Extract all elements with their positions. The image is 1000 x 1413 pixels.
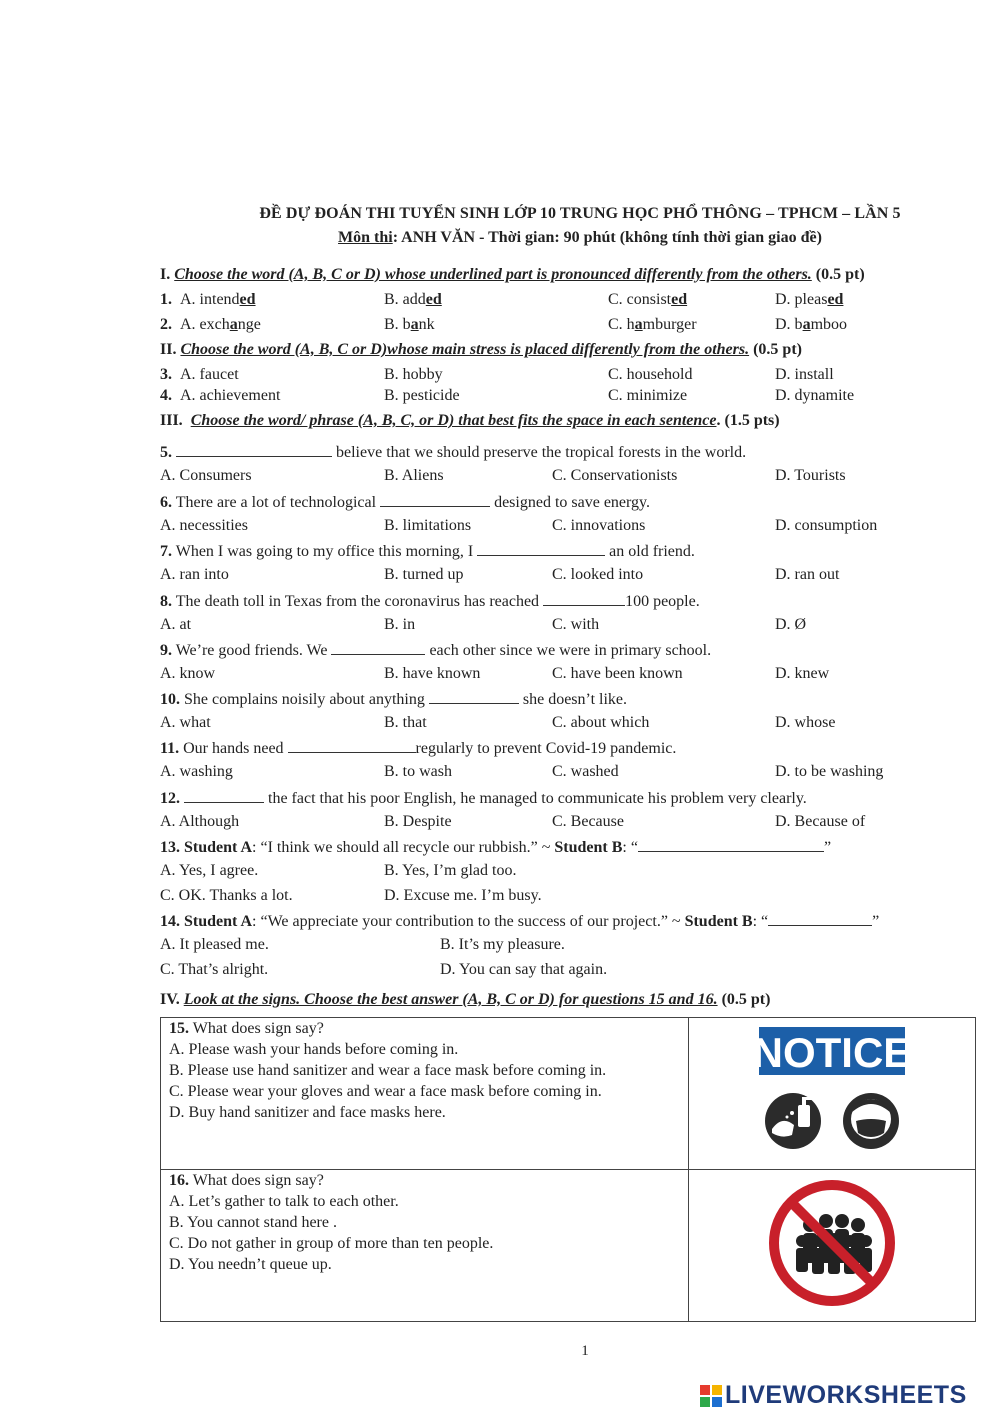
q9-option-b[interactable]: B. have known: [384, 665, 481, 682]
q3-option-c[interactable]: C. household: [608, 366, 693, 383]
q9-option-d[interactable]: D. knew: [775, 665, 830, 682]
q7-option-c[interactable]: C. looked into: [552, 566, 644, 583]
q5-option-b[interactable]: B. Aliens: [384, 467, 444, 484]
q3-option-d[interactable]: D. install: [775, 366, 834, 383]
q6-option-b[interactable]: B. limitations: [384, 517, 472, 534]
exam-subtitle: [160, 229, 1000, 247]
q8-option-b[interactable]: B. in: [384, 616, 416, 633]
q9-option-c[interactable]: C. have been known: [552, 665, 683, 682]
question-4: 4.: [160, 387, 172, 404]
q13-option-b[interactable]: B. Yes, I’m glad too.: [384, 862, 517, 879]
q7-option-b[interactable]: B. turned up: [384, 566, 464, 583]
q5-answer-blank[interactable]: [176, 442, 332, 457]
q11-option-d[interactable]: D. to be washing: [775, 763, 884, 780]
q13-option-d[interactable]: D. Excuse me. I’m busy.: [384, 887, 542, 904]
q6-option-a[interactable]: A. necessities: [160, 517, 248, 534]
q12-option-a[interactable]: A. Although: [160, 813, 240, 830]
q5-option-a[interactable]: A. Consumers: [160, 467, 252, 484]
q10-option-b[interactable]: B. that: [384, 714, 427, 731]
q12-option-d[interactable]: D. Because of: [775, 813, 866, 830]
q11-option-a[interactable]: A. washing: [160, 763, 233, 780]
q7-option-a[interactable]: A. ran into: [160, 566, 229, 583]
q14-option-d[interactable]: D. You can say that again.: [440, 961, 608, 978]
prohibition-icon: [774, 1185, 890, 1301]
q16-option-c[interactable]: C. Do not gather in group of more than ten people.: [169, 1235, 494, 1252]
no-gathering-sign-cell: [688, 1170, 975, 1322]
question-2: 2.: [160, 316, 172, 333]
question-14: 14. Student A: “We appreciate your contribution to the success of our project.” ~ Student B: “ ”: [160, 913, 880, 930]
q12-option-c[interactable]: C. Because: [552, 813, 624, 830]
q16-option-a[interactable]: A. Let’s gather to talk to each other.: [169, 1193, 399, 1210]
q4-option-a[interactable]: A. achievement: [180, 387, 281, 404]
question-7: 7. When I was going to my office this morning, I an old friend.: [160, 543, 695, 560]
question-13: 13. Student A: “I think we should all recycle our rubbish.” ~ Student B: “ ”: [160, 839, 832, 856]
face-mask-icon: [843, 1093, 899, 1149]
q9-option-a[interactable]: A. know: [160, 665, 216, 682]
q5-option-c[interactable]: C. Conservationists: [552, 467, 678, 484]
page-number: 1: [581, 1343, 589, 1359]
question-6: 6. There are a lot of technological designed to save energy.: [160, 494, 651, 511]
q8-option-d[interactable]: D. Ø: [775, 616, 807, 633]
question-8: 8. The death toll in Texas from the coronavirus has reached 100 people.: [160, 593, 700, 610]
section-4-heading: IV. Look at the signs. Choose the best answer (A, B, C or D) for questions 15 and 16. (0.5 pt): [160, 991, 771, 1008]
signs-table: [160, 1017, 976, 1322]
q16-option-b[interactable]: B. You cannot stand here .: [169, 1214, 337, 1231]
q14-option-c[interactable]: C. That’s alright.: [160, 961, 269, 978]
notice-sign-cell: [688, 1018, 975, 1170]
notice-sign: [732, 1021, 932, 1161]
q7-answer-blank[interactable]: [477, 541, 605, 556]
q13-option-c[interactable]: C. OK. Thanks a lot.: [160, 887, 293, 904]
q3-option-b[interactable]: B. hobby: [384, 366, 443, 383]
q15-option-c[interactable]: C. Please wear your gloves and wear a face mask before coming in.: [169, 1083, 602, 1100]
section-1-heading: I. Choose the word (A, B, C or D) whose underlined part is pronounced differently from the others. (0.5 pt): [160, 266, 865, 283]
q2-option-d[interactable]: D. bamboo: [775, 316, 848, 333]
exam-title: ĐỀ DỰ ĐOÁN THI TUYỂN SINH LỚP 10 TRUNG HỌC PHỔ THÔNG – TPHCM – LẦN 5: [259, 205, 901, 222]
q15-option-d[interactable]: D. Buy hand sanitizer and face masks here.: [169, 1104, 446, 1121]
q8-answer-blank[interactable]: [543, 591, 625, 606]
subject-label: Môn thi: [338, 229, 393, 246]
q11-option-c[interactable]: C. washed: [552, 763, 619, 780]
question-16-cell: [161, 1170, 689, 1322]
q15-option-b[interactable]: B. Please use hand sanitizer and wear a face mask before coming in.: [169, 1062, 607, 1079]
q6-answer-blank[interactable]: [380, 492, 490, 507]
section-3-heading: III. Choose the word/ phrase (A, B, C, or D) that best fits the space in each sentence. (1.5 pts): [160, 412, 780, 429]
question-9: 9. We’re good friends. We each other since we were in primary school.: [160, 642, 712, 659]
q11-option-b[interactable]: B. to wash: [384, 763, 452, 780]
question-16-stem: 16. What does sign say?: [169, 1172, 324, 1189]
q2-option-b[interactable]: B. bank: [384, 316, 435, 333]
brand-name: LIVEWORKSHEETS: [725, 1381, 967, 1409]
q1-option-a[interactable]: A. intended: [180, 291, 256, 308]
question-5: 5. believe that we should preserve the tropical forests in the world.: [160, 444, 747, 461]
question-15-cell: [161, 1018, 689, 1170]
q9-answer-blank[interactable]: [331, 640, 425, 655]
liveworksheets-logo: [700, 1381, 967, 1410]
q13-answer-blank[interactable]: [638, 837, 824, 852]
q10-option-a[interactable]: A. what: [160, 714, 211, 731]
q3-option-a[interactable]: A. faucet: [180, 366, 239, 383]
q14-option-a[interactable]: A. It pleased me.: [160, 936, 269, 953]
question-10: 10. She complains noisily about anything she doesn’t like.: [160, 691, 628, 708]
q1-option-b[interactable]: B. added: [384, 291, 442, 308]
q4-option-b[interactable]: B. pesticide: [384, 387, 460, 404]
q11-answer-blank[interactable]: [288, 738, 416, 753]
question-11: 11. Our hands need regularly to prevent Covid-19 pandemic.: [160, 740, 677, 757]
question-1: 1.: [160, 291, 172, 308]
question-3: 3.: [160, 366, 172, 383]
q8-option-c[interactable]: C. with: [552, 616, 600, 633]
question-12: 12. the fact that his poor English, he managed to communicate his problem very clearly.: [160, 790, 807, 807]
no-gathering-sign: [762, 1173, 902, 1313]
q15-option-a[interactable]: A. Please wash your hands before coming in.: [169, 1041, 459, 1058]
q5-option-d[interactable]: D. Tourists: [775, 467, 846, 484]
q10-option-d[interactable]: D. whose: [775, 714, 836, 731]
q14-answer-blank[interactable]: [768, 911, 872, 926]
subject-info: : ANH VĂN - Thời gian: 90 phút (không tính thời gian giao đề): [392, 229, 822, 246]
q1-option-d[interactable]: D. pleased: [775, 291, 844, 308]
q4-option-c[interactable]: C. minimize: [608, 387, 688, 404]
q10-answer-blank[interactable]: [429, 689, 519, 704]
q4-option-d[interactable]: D. dynamite: [775, 387, 855, 404]
q7-option-d[interactable]: D. ran out: [775, 566, 840, 583]
hand-sanitizer-icon: [765, 1093, 821, 1149]
q14-option-b[interactable]: B. It’s my pleasure.: [440, 936, 565, 953]
question-15-row: [161, 1018, 976, 1170]
q8-option-a[interactable]: A. at: [160, 616, 192, 633]
q1-option-c[interactable]: C. consisted: [608, 291, 688, 308]
liveworksheets-icon: [700, 1385, 722, 1407]
q2-option-a[interactable]: A. exchange: [180, 316, 261, 333]
q2-option-c[interactable]: C. hamburger: [608, 316, 697, 333]
question-16-row: [161, 1170, 976, 1322]
q16-option-d[interactable]: D. You needn’t queue up.: [169, 1256, 332, 1273]
q12-option-b[interactable]: B. Despite: [384, 813, 452, 830]
section-2-heading: II. Choose the word (A, B, C or D)whose main stress is placed differently from the others. (0.5 pt): [160, 341, 802, 358]
q6-option-c[interactable]: C. innovations: [552, 517, 646, 534]
q12-answer-blank[interactable]: [184, 788, 264, 803]
q10-option-c[interactable]: C. about which: [552, 714, 650, 731]
notice-text: NOTICE: [752, 1029, 912, 1076]
question-15-stem: 15. What does sign say?: [169, 1020, 324, 1037]
q13-option-a[interactable]: A. Yes, I agree.: [160, 862, 259, 879]
q6-option-d[interactable]: D. consumption: [775, 517, 878, 534]
